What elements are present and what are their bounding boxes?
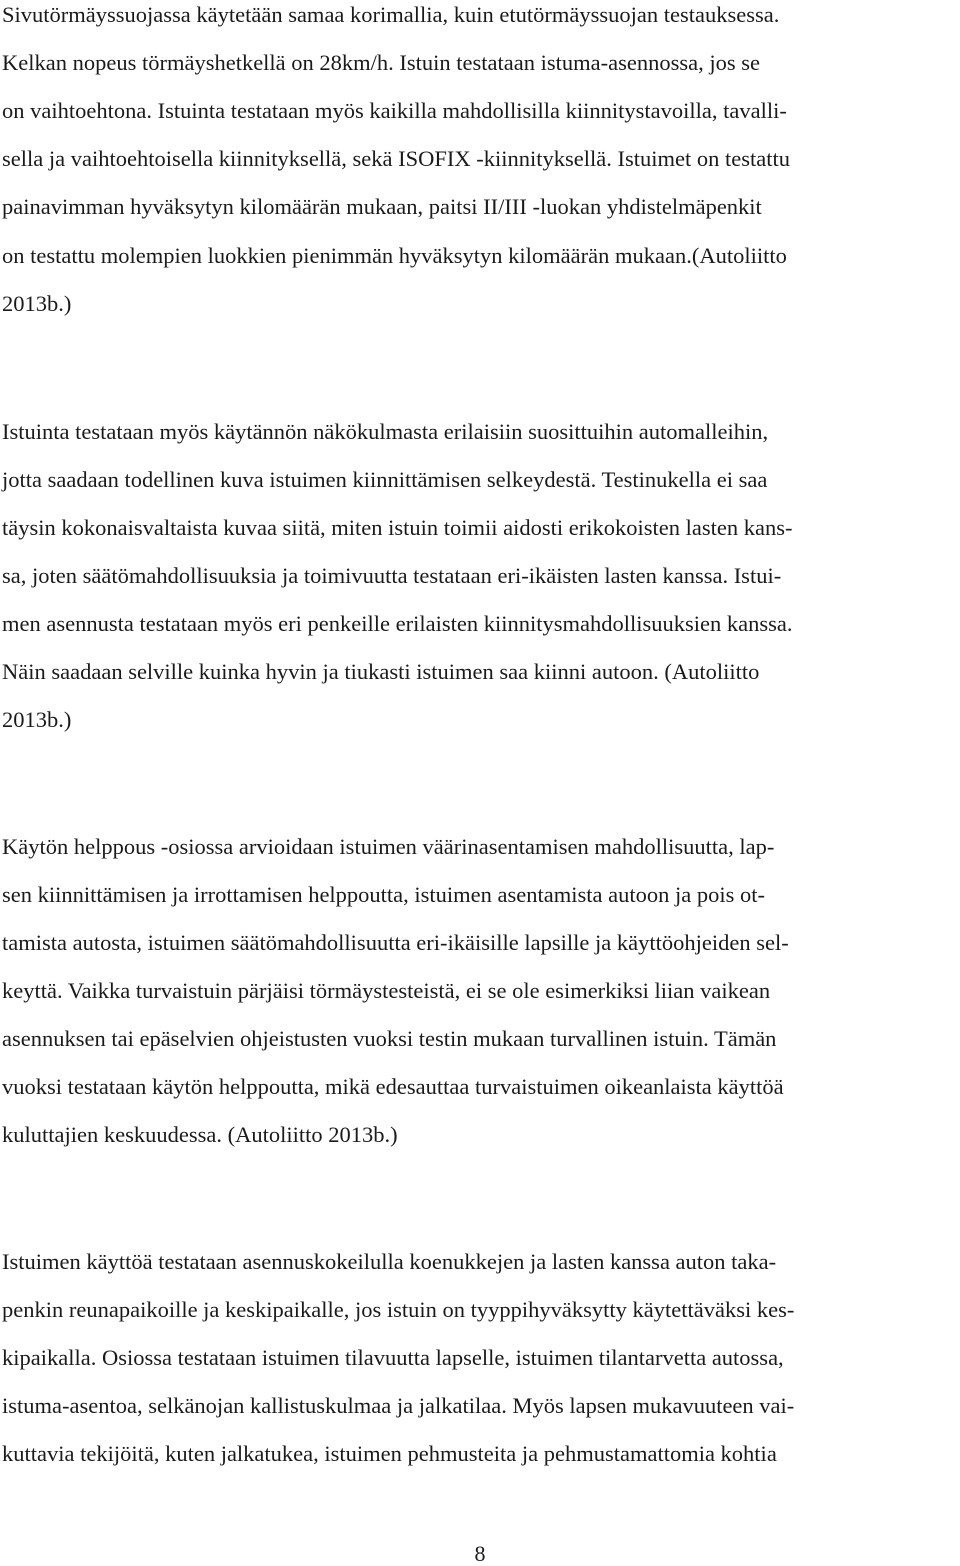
text-line: Kelkan nopeus törmäyshetkellä on 28km/h. Istuin testataan istuma-asennossa, jos se xyxy=(2,50,760,75)
text-line: penkin reunapaikoille ja keskipaikalle, jos istuin on tyyppihyväksytty käytettäväksi kes- xyxy=(2,1297,795,1322)
text-line: täysin kokonaisvaltaista kuvaa siitä, miten istuin toimii aidosti erikokoisten lasten kans- xyxy=(2,515,793,540)
text-line: kuttavia tekijöitä, kuten jalkatukea, istuimen pehmusteita ja pehmustamattomia kohtia xyxy=(2,1441,777,1466)
text-line: 2013b.) xyxy=(2,291,72,316)
text-line: sa, joten säätömahdollisuuksia ja toimivuutta testataan eri-ikäisten lasten kanssa. Istui- xyxy=(2,563,782,588)
text-line: on vaihtoehtona. Istuinta testataan myös kaikilla mahdollisilla kiinnitystavoilla, tavalli- xyxy=(2,98,787,123)
text-line: istuma-asentoa, selkänojan kallistuskulmaa ja jalkatilaa. Myös lapsen mukavuuteen vai- xyxy=(2,1393,795,1418)
page-number: 8 xyxy=(474,1541,486,1566)
text-line: men asennusta testataan myös eri penkeille erilaisten kiinnitysmahdollisuuksien kanssa. xyxy=(2,611,793,636)
text-line: kuluttajien keskuudessa. (Autoliitto 2013b.) xyxy=(2,1122,398,1147)
text-line: painavimman hyväksytyn kilomäärän mukaan, paitsi II/III -luokan yhdistelmäpenkit xyxy=(2,194,762,219)
text-line: sen kiinnittämisen ja irrottamisen helppoutta, istuimen asentamista autoon ja pois ot- xyxy=(2,882,765,907)
text-line: jotta saadaan todellinen kuva istuimen kiinnittämisen selkeydestä. Testinukella ei saa xyxy=(2,467,768,492)
text-line: Sivutörmäyssuojassa käytetään samaa korimallia, kuin etutörmäyssuojan testauksessa. xyxy=(2,2,780,27)
text-line: Istuinta testataan myös käytännön näkökulmasta erilaisiin suosittuihin automalleihin, xyxy=(2,419,769,444)
text-line: Näin saadaan selville kuinka hyvin ja tiukasti istuimen saa kiinni autoon. (Autoliitto xyxy=(2,659,760,684)
text-line: kipaikalla. Osiossa testataan istuimen tilavuutta lapselle, istuimen tilantarvetta autossa, xyxy=(2,1345,784,1370)
text-line: asennuksen tai epäselvien ohjeistusten vuoksi testin mukaan turvallinen istuin. Tämän xyxy=(2,1026,777,1051)
text-line: tamista autosta, istuimen säätömahdollisuutta eri-ikäisille lapsille ja käyttöohjeiden sel- xyxy=(2,930,789,955)
text-line: 2013b.) xyxy=(2,707,72,732)
text-line: keyttä. Vaikka turvaistuin pärjäisi törmäystesteistä, ei se ole esimerkiksi liian vaikean xyxy=(2,978,771,1003)
text-line: vuoksi testataan käytön helppoutta, mikä edesauttaa turvaistuimen oikeanlaista käyttöä xyxy=(2,1074,784,1099)
text-line: Käytön helppous -osiossa arvioidaan istuimen väärinasentamisen mahdollisuutta, lap- xyxy=(2,834,775,859)
text-line: Istuimen käyttöä testataan asennuskokeilulla koenukkejen ja lasten kanssa auton taka- xyxy=(2,1249,777,1274)
text-line: sella ja vaihtoehtoisella kiinnityksellä, sekä ISOFIX -kiinnityksellä. Istuimet on testattu xyxy=(2,146,790,171)
text-line: on testattu molempien luokkien pienimmän hyväksytyn kilomäärän mukaan.(Autoliitto xyxy=(2,243,787,268)
